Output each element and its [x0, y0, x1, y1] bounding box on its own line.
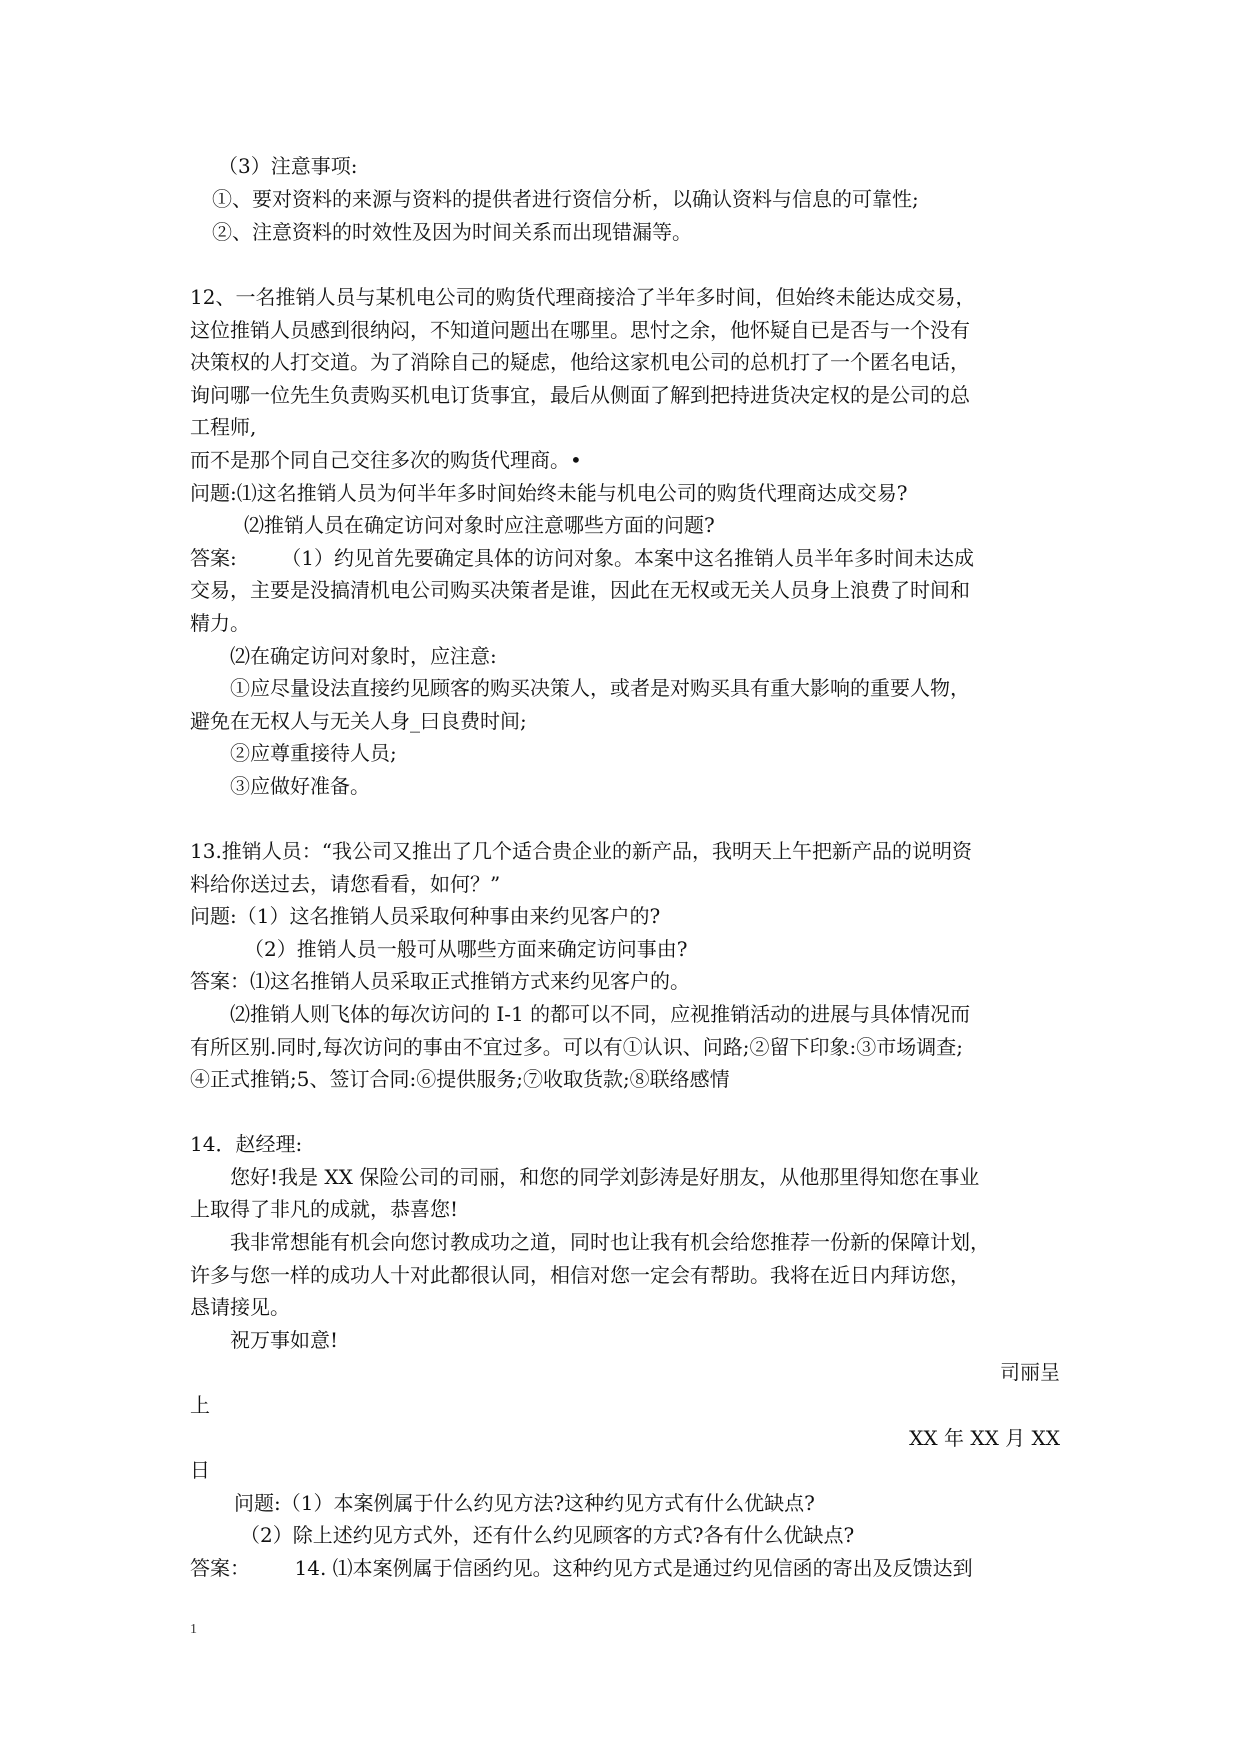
case-12-answer-point-1: ①应尽量设法直接约见顾客的购买决策人，或者是对购买具有重大影响的重要人物， [230, 676, 970, 700]
letter-date-wrap: 日 [190, 1458, 210, 1482]
case-13-answer-line-3: 有所区别.同时,每次访问的事由不宜过多。可以有①认识、问路;②留下印象:③市场调查; [190, 1035, 963, 1059]
letter-closing: 祝万事如意! [230, 1328, 339, 1352]
case-12-answer-line-3: 精力。 [190, 611, 250, 635]
case-13-line-2: 料给你送过去，请您看看，如何？” [190, 872, 501, 896]
letter-para-2-line-1: 我非常想能有机会向您讨教成功之道，同时也让我有机会给您推荐一份新的保障计划， [230, 1230, 990, 1254]
case-12-line-5: 工程师, [190, 415, 257, 439]
case-14-question-1: 问题:（1）本案例属于什么约见方法?这种约见方式有什么优缺点? [234, 1491, 815, 1515]
item-3-heading: （3）注意事项: [218, 154, 358, 178]
case-12-line-3: 决策权的人打交道。为了消除自己的疑虑，他给这家机电公司的总机打了一个匿名电话， [190, 350, 970, 374]
case-13-question-2: （2）推销人员一般可从哪些方面来确定访问事由? [244, 937, 688, 961]
case-12-line-1: 12、一名推销人员与某机电公司的购货代理商接洽了半年多时间，但始终未能达成交易， [190, 285, 976, 309]
case-14-question-2: （2）除上述约见方式外，还有什么约见顾客的方式?各有什么优缺点? [240, 1523, 855, 1547]
case-12-question-2: ⑵推销人员在确定访问对象时应注意哪些方面的问题? [244, 513, 715, 537]
case-13-answer-line-4: ④正式推销;5、签订合同:⑥提供服务;⑦收取货款;⑧联络感情 [190, 1067, 730, 1091]
case-12-answer-line-2: 交易，主要是没搞清机电公司购买决策者是谁，因此在无权或无关人员身上浪费了时间和 [190, 578, 970, 602]
case-12-answer-line-1: 答案: （1）约见首先要确定具体的访问对象。本案中这名推销人员半年多时间未达成 [190, 546, 974, 570]
case-13-answer-line-1: 答案：⑴这名推销人员采取正式推销方式来约见客户的。 [190, 969, 690, 993]
case-14-salutation: 14．赵经理: [190, 1132, 303, 1156]
case-12-answer-point-1-cont: 避免在无权人与无关人身_曰良费时间; [190, 709, 527, 733]
case-13-line-1: 13.推销人员：“我公司又推出了几个适合贵企业的新产品，我明天上午把新产品的说明资 [190, 839, 973, 863]
case-13-question-1: 问题:（1）这名推销人员采取何种事由来约见客户的? [190, 904, 661, 928]
case-12-answer-point-3: ③应做好准备。 [230, 774, 370, 798]
letter-date: XX 年 XX 月 XX [909, 1426, 1060, 1450]
case-12-answer-part-2: ⑵在确定访问对象时，应注意: [230, 644, 497, 668]
letter-para-2-line-2: 许多与您一样的成功人十对此都很认同，相信对您一定会有帮助。我将在近日内拜访您， [190, 1263, 970, 1287]
case-12-line-2: 这位推销人员感到很纳闷，不知道问题出在哪里。思忖之余，他怀疑自已是否与一个没有 [190, 318, 970, 342]
letter-signature-wrap: 上 [190, 1393, 210, 1417]
case-14-answer-line-1: 答案： 14. ⑴本案例属于信函约见。这种约见方式是通过约见信函的寄出及反馈达到 [190, 1556, 973, 1580]
case-12-line-6: 而不是那个同自己交往多次的购货代理商。• [190, 448, 582, 472]
case-12-answer-point-2: ②应尊重接待人员; [230, 741, 397, 765]
note-1: ①、要对资料的来源与资料的提供者进行资信分析，以确认资料与信息的可靠性; [212, 187, 919, 211]
case-13-answer-line-2: ⑵推销人则飞体的毎次访问的 I-1 的都可以不同，应视推销活动的进展与具体情况而 [230, 1002, 971, 1026]
letter-para-2-line-3: 恳请接见。 [190, 1295, 290, 1319]
letter-para-1-line-2: 上取得了非凡的成就，恭喜您! [190, 1197, 459, 1221]
note-2: ②、注意资料的时效性及因为时间关系而出现错漏等。 [212, 220, 692, 244]
case-12-line-4: 询问哪一位先生负责购买机电订货事宜，最后从侧面了解到把持进货决定权的是公司的总 [190, 383, 970, 407]
page-number: 1 [190, 1622, 197, 1637]
case-12-question-1: 问题:⑴这名推销人员为何半年多时间始终未能与机电公司的购货代理商达成交易? [190, 481, 908, 505]
letter-signature: 司丽呈 [1000, 1360, 1060, 1384]
letter-para-1-line-1: 您好!我是 XX 保险公司的司丽，和您的同学刘彭涛是好朋友，从他那里得知您在事业 [230, 1165, 980, 1189]
